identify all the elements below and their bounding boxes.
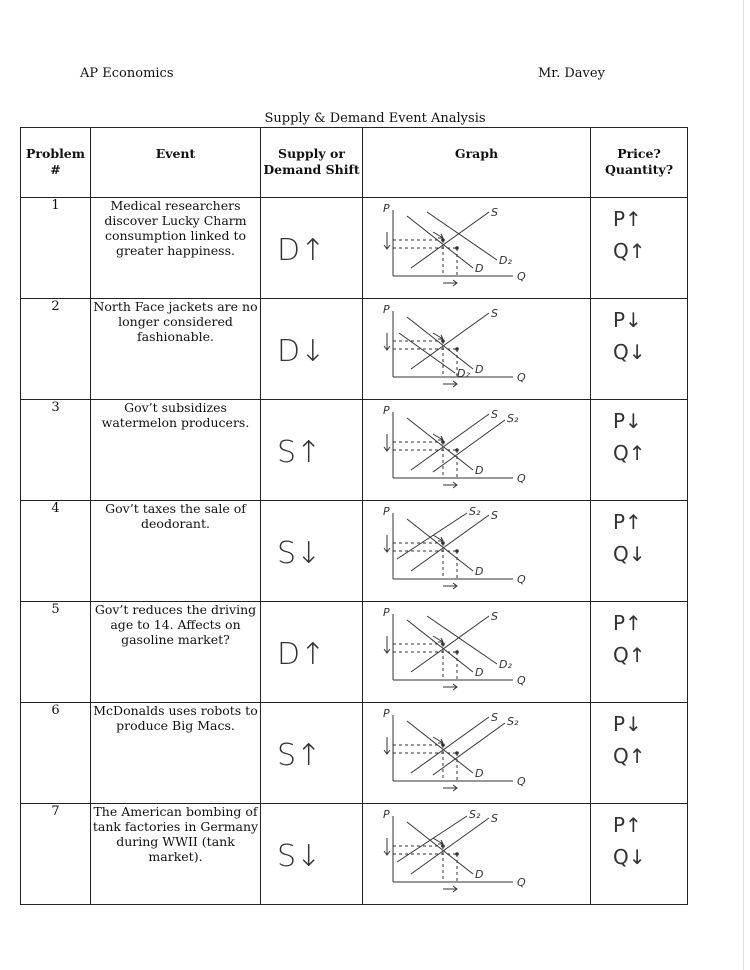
graph-label-demand-2: D₂: [499, 658, 512, 671]
equilibrium-point: [441, 743, 445, 747]
graph-label-supply-2: S₂: [469, 808, 481, 821]
handwritten-price: P↑: [613, 611, 642, 635]
supply-curve: [411, 818, 489, 874]
problem-number: 4: [21, 501, 91, 602]
supply-curve: [411, 313, 489, 369]
equilibrium-point: [441, 844, 445, 848]
graph-label-demand: D: [475, 565, 484, 578]
quantity-change-arrow: [443, 785, 457, 791]
handwritten-shift: D↑: [277, 637, 326, 672]
handwritten-shift: S↓: [277, 839, 322, 874]
quantity-change-arrow: [443, 482, 457, 488]
supply-demand-sketch: [363, 299, 589, 395]
graph-label-demand: D: [475, 363, 484, 376]
demand-curve: [407, 721, 473, 773]
handwritten-quantity: Q↑: [613, 441, 646, 465]
supply-curve: [411, 616, 489, 672]
price-quantity-cell: [591, 198, 688, 299]
price-quantity-cell: [591, 703, 688, 804]
quantity-change-arrow: [443, 886, 457, 892]
shift-answer-cell: [261, 198, 363, 299]
problem-number: 3: [21, 400, 91, 501]
equilibrium-point: [455, 246, 459, 250]
graph-label-demand: D: [475, 262, 484, 275]
handwritten-price: P↑: [613, 207, 642, 231]
quantity-change-arrow: [443, 583, 457, 589]
graph-label-supply: S: [491, 206, 498, 219]
graph-label-supply: S: [491, 408, 498, 421]
event-analysis-table: [20, 127, 688, 905]
course-name: AP Economics: [80, 66, 174, 81]
event-description: Medical researchers discover Lucky Charm consumption linked to greater happiness.: [91, 198, 261, 299]
price-change-arrow: [384, 535, 390, 552]
equilibrium-point: [455, 448, 459, 452]
demand-curve: [407, 317, 473, 369]
demand-curve: [407, 519, 473, 571]
graph-label-supply: S: [491, 307, 498, 320]
demand-curve: [407, 216, 473, 268]
equilibrium-point: [441, 238, 445, 242]
graph-cell: [363, 198, 591, 299]
price-change-arrow: [384, 737, 390, 754]
graph-label-price: P: [383, 808, 390, 821]
graph-label-quantity: Q: [517, 371, 526, 384]
graph-label-quantity: Q: [517, 775, 526, 788]
graph-label-supply: S: [491, 509, 498, 522]
supply-demand-sketch: [363, 703, 589, 799]
graph-label-price: P: [383, 606, 390, 619]
graph-label-price: P: [383, 202, 390, 215]
graph-cell: [363, 400, 591, 501]
supply-curve: [411, 212, 489, 268]
shifted-demand-curve: [427, 616, 497, 664]
table-row: [21, 299, 688, 400]
handwritten-price: P↑: [613, 813, 642, 837]
supply-curve: [411, 717, 489, 773]
supply-curve: [411, 414, 489, 470]
equilibrium-point: [441, 339, 445, 343]
price-quantity-cell: [591, 400, 688, 501]
supply-demand-sketch: [363, 198, 589, 294]
header-problem: Problem #: [21, 128, 91, 198]
shifted-demand-curve: [399, 333, 455, 373]
event-description: Gov’t subsidizes watermelon producers.: [91, 400, 261, 501]
equilibrium-point: [455, 650, 459, 654]
handwritten-quantity: Q↓: [613, 845, 646, 869]
graph-label-price: P: [383, 303, 390, 316]
graph-label-supply-2: S₂: [469, 505, 481, 518]
problem-number: 6: [21, 703, 91, 804]
header-price-quantity: Price? Quantity?: [591, 128, 688, 198]
price-quantity-cell: [591, 501, 688, 602]
graph-label-price: P: [383, 707, 390, 720]
quantity-change-arrow: [443, 684, 457, 690]
handwritten-quantity: Q↑: [613, 744, 646, 768]
table-row: [21, 602, 688, 703]
table-row: [21, 400, 688, 501]
demand-curve: [407, 822, 473, 874]
table-header-row: [21, 128, 688, 198]
handwritten-quantity: Q↓: [613, 542, 646, 566]
graph-label-supply: S: [491, 711, 498, 724]
supply-demand-sketch: [363, 400, 589, 496]
problem-number: 2: [21, 299, 91, 400]
equilibrium-point: [455, 549, 459, 553]
event-description: Gov’t taxes the sale of deodorant.: [91, 501, 261, 602]
handwritten-quantity: Q↑: [613, 643, 646, 667]
price-change-arrow: [384, 838, 390, 855]
table-row: [21, 703, 688, 804]
handwritten-shift: S↑: [277, 435, 322, 470]
price-quantity-cell: [591, 602, 688, 703]
table-row: [21, 804, 688, 905]
event-description: The American bombing of tank factories in Germany during WWII (tank market).: [91, 804, 261, 905]
shifted-demand-curve: [427, 212, 497, 260]
graph-label-supply-2: S₂: [507, 715, 519, 728]
header-graph: Graph: [363, 128, 591, 198]
graph-cell: [363, 299, 591, 400]
table-row: [21, 501, 688, 602]
supply-curve: [411, 515, 489, 571]
graph-label-quantity: Q: [517, 472, 526, 485]
price-change-arrow: [384, 434, 390, 451]
graph-label-demand: D: [475, 767, 484, 780]
shift-answer-cell: [261, 703, 363, 804]
problem-number: 5: [21, 602, 91, 703]
price-quantity-cell: [591, 804, 688, 905]
handwritten-shift: D↑: [277, 233, 326, 268]
demand-curve: [407, 620, 473, 672]
quantity-change-arrow: [443, 280, 457, 286]
equilibrium-point: [455, 852, 459, 856]
graph-label-quantity: Q: [517, 573, 526, 586]
equilibrium-point: [441, 440, 445, 444]
graph-cell: [363, 703, 591, 804]
price-change-arrow: [384, 636, 390, 653]
graph-label-demand-2: D₂: [499, 254, 512, 267]
equilibrium-point: [441, 642, 445, 646]
problem-number: 1: [21, 198, 91, 299]
graph-label-quantity: Q: [517, 876, 526, 889]
graph-label-supply: S: [491, 812, 498, 825]
graph-label-supply: S: [491, 610, 498, 623]
equilibrium-point: [455, 751, 459, 755]
teacher-name: Mr. Davey: [538, 66, 605, 81]
handwritten-price: P↓: [613, 409, 642, 433]
handwritten-quantity: Q↑: [613, 239, 646, 263]
graph-cell: [363, 602, 591, 703]
handwritten-quantity: Q↓: [613, 340, 646, 364]
graph-cell: [363, 501, 591, 602]
demand-curve: [407, 418, 473, 470]
price-change-arrow: [384, 333, 390, 350]
shift-answer-cell: [261, 400, 363, 501]
page-edge-line: [743, 0, 744, 970]
header-shift: Supply or Demand Shift: [261, 128, 363, 198]
supply-demand-sketch: [363, 804, 589, 900]
shift-answer-cell: [261, 299, 363, 400]
graph-label-price: P: [383, 505, 390, 518]
worksheet-title: Supply & Demand Event Analysis: [264, 111, 486, 126]
shift-answer-cell: [261, 804, 363, 905]
supply-demand-sketch: [363, 501, 589, 597]
equilibrium-point: [455, 347, 459, 351]
graph-label-supply-2: S₂: [507, 412, 519, 425]
graph-label-demand: D: [475, 464, 484, 477]
handwritten-price: P↑: [613, 510, 642, 534]
equilibrium-point: [441, 541, 445, 545]
handwritten-price: P↓: [613, 308, 642, 332]
graph-label-quantity: Q: [517, 674, 526, 687]
problem-number: 7: [21, 804, 91, 905]
event-description: North Face jackets are no longer considered fashionable.: [91, 299, 261, 400]
handwritten-shift: S↓: [277, 536, 322, 571]
price-quantity-cell: [591, 299, 688, 400]
handwritten-price: P↓: [613, 712, 642, 736]
table-row: [21, 198, 688, 299]
shift-answer-cell: [261, 602, 363, 703]
header-event: Event: [91, 128, 261, 198]
shift-answer-cell: [261, 501, 363, 602]
handwritten-shift: D↓: [277, 334, 326, 369]
table-body: [21, 198, 688, 905]
graph-label-quantity: Q: [517, 270, 526, 283]
event-description: McDonalds uses robots to produce Big Macs.: [91, 703, 261, 804]
graph-label-demand-2: D₂: [457, 367, 470, 380]
price-change-arrow: [384, 232, 390, 249]
supply-demand-sketch: [363, 602, 589, 698]
quantity-change-arrow: [443, 381, 457, 387]
event-description: Gov’t reduces the driving age to 14. Affects on gasoline market?: [91, 602, 261, 703]
graph-label-demand: D: [475, 868, 484, 881]
graph-label-price: P: [383, 404, 390, 417]
graph-label-demand: D: [475, 666, 484, 679]
graph-cell: [363, 804, 591, 905]
handwritten-shift: S↑: [277, 738, 322, 773]
